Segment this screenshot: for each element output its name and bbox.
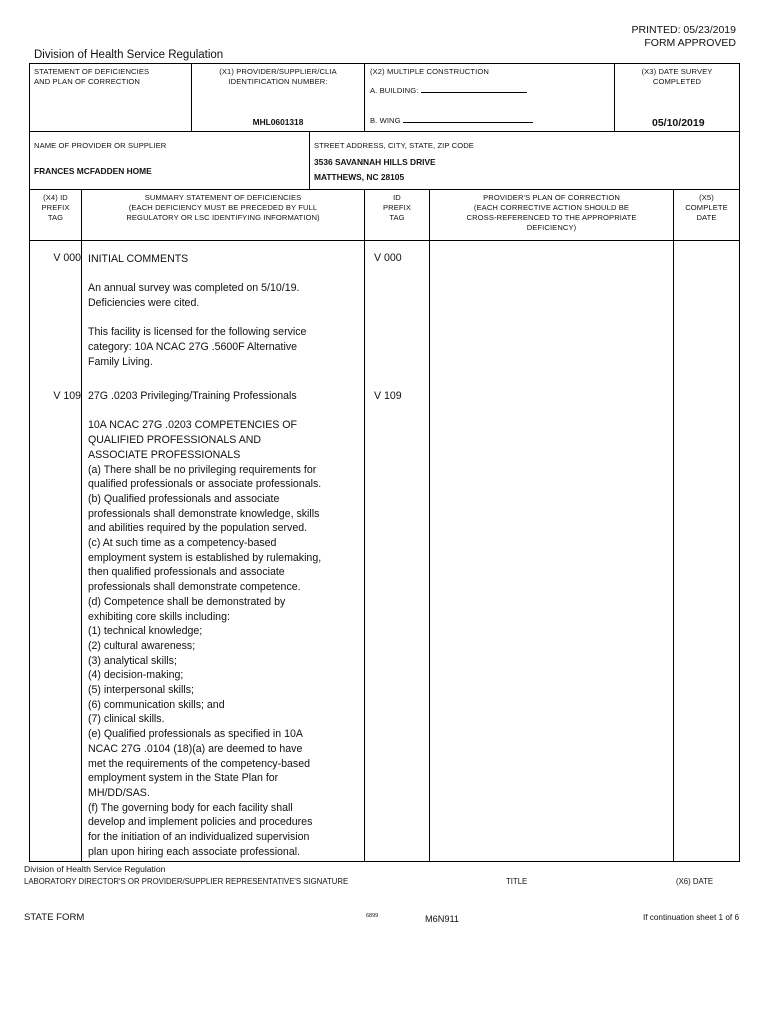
entry-v000 — [88, 252, 358, 370]
address-line-2: MATTHEWS, NC 28105 — [314, 172, 405, 182]
body-bottom-rule — [29, 861, 740, 862]
regulation-line: (a) There shall be no privileging requirements for — [88, 463, 317, 476]
regulation-line: (4) decision-making; — [88, 669, 184, 682]
col-header-plan: PROVIDER'S PLAN OF CORRECTION (EACH CORRECTIVE ACTION SHOULD BE CROSS-REFERENCED TO THE APPROPRIATE DEFICIENCY) — [466, 193, 637, 232]
event-id: M6N911 — [425, 914, 460, 924]
agency-name: Division of Health Service Regulation — [34, 49, 224, 61]
regulation-line: employment system in the State Plan for — [88, 772, 279, 785]
regulation-line: (3) analytical skills; — [88, 654, 177, 667]
right-border — [739, 63, 740, 861]
header-mid-rule — [29, 131, 740, 132]
regulation-line: met the requirements of the competency-based — [88, 757, 310, 770]
regulation-line: 10A NCAC 27G .0203 COMPETENCIES OF — [88, 419, 298, 432]
col-divider-2 — [364, 189, 365, 861]
regulation-line: exhibiting core skills including: — [88, 610, 230, 623]
regulation-line: (c) At such time as a competency-based — [88, 537, 277, 550]
footer-agency: Division of Health Service Regulation — [24, 864, 166, 874]
regulation-line: plan upon hiring each associate professional. — [88, 845, 301, 858]
regulation-line: ASSOCIATE PROFESSIONALS — [88, 448, 241, 461]
address-line-1: 3536 SAVANNAH HILLS DRIVE — [314, 157, 436, 167]
prefix-tag-v000: V 000 — [53, 252, 81, 264]
id-tag-v109: V 109 — [374, 390, 402, 402]
entry-v109 — [88, 389, 360, 859]
regulation-line: (1) technical knowledge; — [88, 625, 203, 638]
statement-label: STATEMENT OF DEFICIENCIES AND PLAN OF CORRECTION — [34, 67, 150, 86]
regulation-line: develop and implement policies and procedures — [88, 816, 313, 829]
provider-id-value: MHL0601318 — [252, 117, 304, 127]
signature-label: LABORATORY DIRECTOR'S OR PROVIDER/SUPPLIER REPRESENTATIVE'S SIGNATURE — [24, 877, 349, 886]
regulation-line: (2) cultural awareness; — [88, 639, 196, 652]
printed-date: PRINTED: 05/23/2019 — [631, 24, 736, 36]
license-paragraph: This facility is licensed for the following service category: 10A NCAC 27G .5600F Alternative Family Living. — [88, 326, 307, 368]
column-header-rule — [29, 240, 740, 241]
header-top-rule — [29, 63, 740, 64]
col-header-x5: (X5) COMPLETE DATE — [685, 193, 728, 222]
survey-date-value: 05/10/2019 — [652, 117, 705, 129]
header-name-rule — [29, 189, 740, 190]
divider-address — [309, 131, 310, 189]
regulation-line: MH/DD/SAS. — [88, 786, 150, 799]
col-header-summary: SUMMARY STATEMENT OF DEFICIENCIES (EACH DEFICIENCY MUST BE PRECEDED BY FULL REGULATORY OR LSC IDENTIFYING INFORMATION) — [126, 193, 320, 222]
regulation-line: (5) interpersonal skills; — [88, 684, 194, 697]
regulation-line: then qualified professionals and associate — [88, 566, 285, 579]
regulation-line: qualified professionals or associate professionals. — [88, 478, 322, 491]
regulation-line: (e) Qualified professionals as specified in 10A — [88, 728, 303, 741]
regulation-line: and abilities required by the population served. — [88, 522, 308, 535]
regulation-line: QUALIFIED PROFESSIONALS AND — [88, 434, 262, 447]
regulation-line: (6) communication skills; and — [88, 698, 225, 711]
x2-label: (X2) MULTIPLE CONSTRUCTION — [370, 67, 489, 76]
form-number: 6899 — [366, 913, 379, 919]
regulation-line: (d) Competence shall be demonstrated by — [88, 595, 286, 608]
regulation-line: (b) Qualified professionals and associate — [88, 492, 280, 505]
col-header-x4: (X4) ID PREFIX TAG — [41, 193, 70, 222]
col-divider-4 — [673, 189, 674, 861]
regulation-line: (7) clinical skills. — [88, 713, 165, 726]
form-status: FORM APPROVED — [644, 37, 736, 49]
address-label: STREET ADDRESS, CITY, STATE, ZIP CODE — [314, 141, 474, 150]
regulation-line: (f) The governing body for each facility shall — [88, 801, 293, 814]
title-label: TITLE — [506, 877, 528, 886]
divider-x2 — [364, 63, 365, 131]
x3-label: (X3) DATE SURVEY COMPLETED — [641, 67, 713, 86]
regulation-line: employment system is established by rulemaking, — [88, 551, 322, 564]
entry-title: INITIAL COMMENTS — [88, 253, 189, 265]
continuation-sheet: If continuation sheet 1 of 6 — [642, 913, 739, 922]
prefix-tag-v109: V 109 — [53, 390, 81, 402]
col-divider-3 — [429, 189, 430, 861]
col-header-id: ID PREFIX TAG — [382, 193, 412, 222]
survey-paragraph: An annual survey was completed on 5/10/19. Deficiencies were cited. — [88, 282, 300, 310]
provider-name: FRANCES MCFADDEN HOME — [34, 166, 152, 176]
entry-title: 27G .0203 Privileging/Training Professionals — [88, 390, 297, 402]
wing-field: B. WING — [370, 114, 533, 126]
regulation-line: for the initiation of an individualized supervision — [88, 831, 310, 844]
provider-label: NAME OF PROVIDER OR SUPPLIER — [34, 141, 167, 150]
left-border — [29, 63, 30, 861]
state-form-label: STATE FORM — [24, 912, 85, 923]
date-label: (X6) DATE — [676, 877, 714, 886]
regulation-text — [88, 418, 360, 859]
regulation-line: NCAC 27G .0104 (18)(a) are deemed to have — [88, 742, 303, 755]
col-divider-1 — [81, 189, 82, 861]
id-tag-v000: V 000 — [374, 252, 402, 264]
building-field: A. BUILDING: — [370, 84, 527, 96]
regulation-line: professionals shall demonstrate knowledge, skills — [88, 507, 320, 520]
x1-label: (X1) PROVIDER/SUPPLIER/CLIA IDENTIFICATION NUMBER: — [219, 67, 337, 86]
regulation-line: professionals shall demonstrate competence. — [88, 581, 301, 594]
